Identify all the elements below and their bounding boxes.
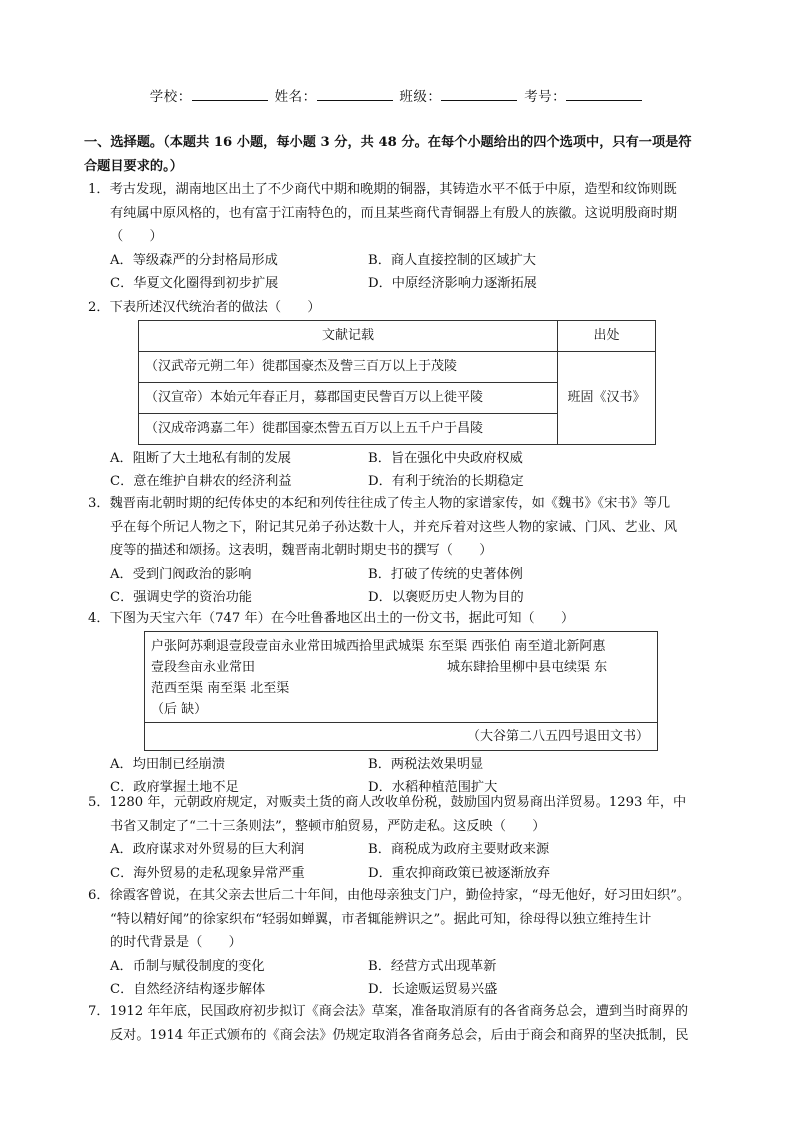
question-3-options <box>88 563 728 610</box>
option-c[interactable]: C．华夏文化圈得到初步扩展 <box>110 276 279 291</box>
school-label: 学校： <box>149 89 192 105</box>
document-line-1: 户张阿苏剩退壹段壹亩永业常田城西拾里武城渠 东至渠 西张伯 南至道北新阿惠 <box>151 638 606 654</box>
document-line-4: （后 缺） <box>151 701 208 717</box>
question-1-stem: 1．考古发现，湖南地区出土了不少商代中期和晚期的铜器，其铸造水平不低于中原，造型和纹饰则既 有纯属中原风格的，也有富于江南特色的，而且某些商代青铜器上有殷人的族徽。这说明殷商时期 （ ） <box>88 182 678 244</box>
option-a[interactable]: A．均田制已经崩溃 <box>110 756 226 772</box>
question-7 <box>88 1000 728 1047</box>
school-blank[interactable] <box>192 86 268 101</box>
option-b[interactable]: B．商税成为政府主要财政来源 <box>368 842 550 857</box>
option-b[interactable]: B．打破了传统的史著体例 <box>368 566 523 582</box>
class-label: 班级： <box>399 89 442 105</box>
class-blank[interactable] <box>441 86 517 101</box>
table-header-source: 出处 <box>558 320 656 351</box>
question-6 <box>88 884 728 1002</box>
question-4 <box>88 607 728 800</box>
document-line-3: 范西至渠 南至渠 北至渠 <box>151 680 290 696</box>
option-a[interactable]: A．政府谋求对外贸易的巨大利润 <box>110 842 305 857</box>
option-a[interactable]: A．受到门阀政治的影响 <box>110 566 252 582</box>
question-2-options <box>88 447 728 494</box>
exam-no-blank[interactable] <box>566 86 642 101</box>
question-3-stem: 3．魏晋南北朝时期的纪传体史的本纪和列传往往成了传主人物的家谱家传，如《魏书》《宋书》等几 乎在每个所记人物之下，附记其兄弟子孙达数十人，并充斥着对这些人物的家诫、门风、艺业、风 度等的描述和颂扬。这表明，魏晋南北朝时期史书的撰写（ ） <box>88 496 678 558</box>
section-title: 一、选择题。（本题共 16 小题，每小题 3 分，共 48 分。在每个小题给出的四个选项中，只有一项是符 合题目要求的。） <box>84 135 692 174</box>
table-row-2: （汉宣帝）本始元年春正月，募郡国吏民訾百万以上徙平陵 <box>139 382 558 413</box>
table-source-cell: 班固《汉书》 <box>558 351 656 444</box>
option-d[interactable]: D．有利于统治的长期稳定 <box>368 474 524 489</box>
document-source: （大谷第二八五四号退田文书） <box>145 722 657 750</box>
question-2-table <box>138 320 656 445</box>
option-c[interactable]: C．政府掌握土地不足 <box>110 780 239 795</box>
option-c[interactable]: C．意在维护自耕农的经济利益 <box>110 474 292 489</box>
table-row-3: （汉成帝鸿嘉二年）徙郡国豪杰訾五百万以上五千户于昌陵 <box>139 413 558 444</box>
question-4-document-box <box>144 631 658 751</box>
name-blank[interactable] <box>317 86 393 101</box>
option-a[interactable]: A．币制与赋役制度的变化 <box>110 958 265 974</box>
option-c[interactable]: C．强调史学的资治功能 <box>110 590 252 605</box>
table-header-record: 文献记载 <box>139 320 558 351</box>
question-7-stem: 7．1912 年年底，民国政府初步拟订《商会法》草案，准备取消原有的各省商务总会，遭到当时商界的 反对。1914 年正式颁布的《商会法》仍规定取消各省商务总会，后由于商会和商界的坚决抵制，民 <box>88 1004 689 1043</box>
option-d[interactable]: D．长途贩运贸易兴盛 <box>368 982 498 997</box>
option-d[interactable]: D．以褒贬历史人物为目的 <box>368 590 524 605</box>
document-line-2a: 壹段叁亩永业常田 <box>151 659 256 675</box>
question-3 <box>88 492 728 610</box>
option-a[interactable]: A．等级森严的分封格局形成 <box>110 252 278 268</box>
question-2 <box>88 296 728 494</box>
table-row-1: （汉武帝元朔二年）徙郡国豪杰及訾三百万以上于茂陵 <box>139 351 558 382</box>
exam-no-label: 考号： <box>524 89 567 105</box>
option-c[interactable]: C．海外贸易的走私现象异常严重 <box>110 865 305 881</box>
question-5-options <box>88 838 728 885</box>
option-b[interactable]: B．经营方式出现革新 <box>368 958 497 974</box>
name-label: 姓名： <box>274 89 317 105</box>
option-b[interactable]: B．商人直接控制的区域扩大 <box>368 252 536 268</box>
option-d[interactable]: D．中原经济影响力逐渐拓展 <box>368 276 537 291</box>
document-line-2b: 城东肆拾里柳中县屯续渠 东 <box>447 659 608 675</box>
question-5-stem: 5．1280 年，元朝政府规定，对贩卖土货的商人改收单份税，鼓励国内贸易商出洋贸易。1293 年，中 书省又制定了“二十三条则法”，整顿市舶贸易，严防走私。这反映（ ） <box>88 795 687 834</box>
option-d[interactable]: D．重农抑商政策已被逐渐放弃 <box>368 865 551 881</box>
student-info-line <box>0 86 794 110</box>
option-d[interactable]: D．水稻种植范围扩大 <box>368 780 498 795</box>
question-1 <box>88 178 728 296</box>
question-2-stem: 2．下表所述汉代统治者的做法（ ） <box>88 300 321 315</box>
option-b[interactable]: B．旨在强化中央政府权威 <box>368 450 523 466</box>
option-c[interactable]: C．自然经济结构逐步解体 <box>110 982 266 997</box>
question-4-stem: 4．下图为天宝六年（747 年）在今吐鲁番地区出土的一份文书，据此可知（ ） <box>88 611 575 626</box>
question-6-options <box>88 955 728 1002</box>
option-b[interactable]: B．两税法效果明显 <box>368 756 484 772</box>
option-a[interactable]: A．阻断了大土地私有制的发展 <box>110 450 291 466</box>
question-6-stem: 6．徐霞客曾说，在其父亲去世后二十年间，由他母亲独支门户，勤俭持家，“母无他好，好习田妇织”。 “特以精好闻”的徐家织布“轻弱如蝉翼，市者辄能辨识之”。据此可知，徐母得以独立维持生计 的时代背景是（ ） <box>88 888 691 950</box>
question-1-options <box>88 249 728 296</box>
question-5 <box>88 791 728 885</box>
